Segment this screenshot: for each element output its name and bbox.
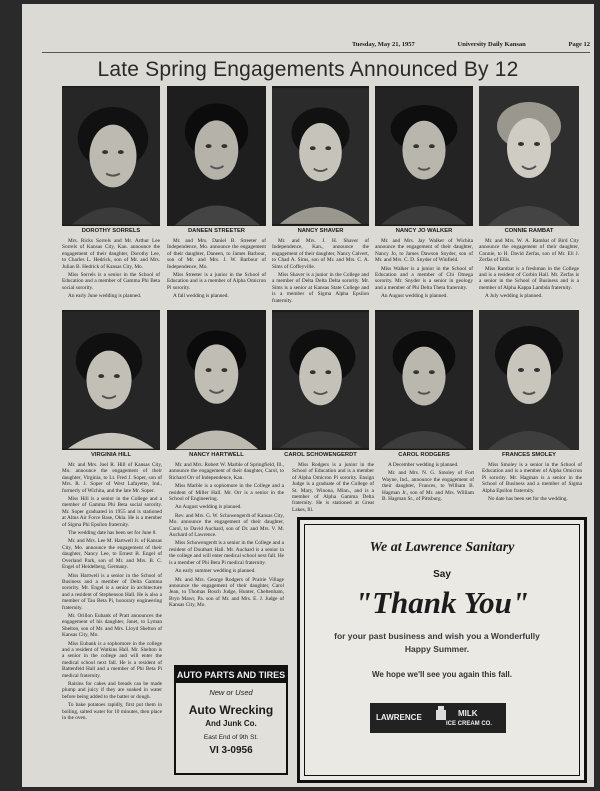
ad-sub: New or Used bbox=[209, 688, 253, 697]
caption-name: FRANCES SMOLEY bbox=[501, 452, 557, 458]
logo-left: LAWRENCE bbox=[376, 713, 422, 722]
portrait-photo bbox=[479, 86, 579, 226]
portrait-photo bbox=[375, 310, 473, 450]
announcement-text: Mr. and Mrs. Robert W. Marble of Springfield, Ill., announce the engagement of their daughter, Carol, to Richard Orr of Independence, Kan. Miss Marble is a sophomore in the College and a resident of Miller Hall. Mr. Orr is a senior in the School of Engineering. An August wedding is planned. Rev. and Mrs. G. W. Schowengerdt of Kansas City, Mo. announce the engagement of their daughter, Carol, to David Auchard, son of Dr. and Mrs. V. M. Auchard of Lawrence. Miss Schowengerdt is a senior in the College and a resident of Douthart Hall. Mr. Auchard is a senior in the college and will enter medical school next fall. He is a member of Phi Beta Pi medical fraternity. An early summer wedding is planned. Mr. and Mrs. George Rodgers of Prairie Village announce the engagement of their daughter, Carol Jean, to Thomas Bosch Judge, Hunter, Cheltenham, Bryn Mawr, Pa. son of Mr. and Mrs. E. J. Judge of Kansas City, Mo. bbox=[169, 462, 284, 609]
ad-name1: Auto Wrecking bbox=[188, 703, 274, 717]
masthead bbox=[352, 41, 590, 51]
announcement-text: Miss Smoley is a senior in the School of Education and is a member of Alpha Omicron Pi sorority. Mr. Hagman is a senior in the School of Business and a member of Sigma Alpha Epsilon fraternity. No date has been set for the wedding. bbox=[482, 462, 582, 503]
ad-phone: VI 3-0956 bbox=[209, 745, 253, 756]
caption-name: CAROL SCHOWENGERDT bbox=[284, 452, 357, 458]
caption-name: CONNIE RAMBAT bbox=[504, 228, 554, 234]
portrait-photo bbox=[62, 86, 160, 226]
portrait-photo bbox=[375, 86, 473, 226]
announcement-text: Mr. and Mrs. W. A. Rambat of Bird City announce the engagement of their daughter, Connie, to H. David Zerfas, son of Mr. Eli J. Zerfas of Ellis. Miss Rambat is a freshman in the College and is a resident of Corbin Hall. Mr. Zerfas is a senior in the School of Business and is a member of Alpha Kappa Lambda fraternity. A July wedding is planned. bbox=[479, 238, 579, 300]
portrait-photo bbox=[62, 310, 160, 450]
announcement-text: A December wedding is planned. Mr. and Mrs. N. G. Smoley of Fort Wayne, Ind., announce the engagement of their daughter, Frances, to William B. Hagman Jr., son of Mr. and Mrs. William B. Hagman Sr., of Pittsburg. bbox=[382, 462, 474, 503]
caption-name: DOROTHY SORRELS bbox=[81, 228, 141, 234]
ad-name2: And Junk Co. bbox=[205, 719, 257, 728]
masthead-page: Page 12 bbox=[568, 41, 590, 48]
newspaper-page bbox=[22, 4, 594, 787]
logo-right: ICE CREAM CO. bbox=[446, 721, 493, 727]
ad-line1: We at Lawrence Sanitary bbox=[369, 540, 515, 555]
ad-line5: We hope we'll see you again this fall. bbox=[371, 670, 512, 679]
portrait-photo bbox=[272, 310, 369, 450]
portrait-photo bbox=[479, 310, 579, 450]
announcement-text: Miss Rodgers is a junior in the School of Education and is a member of Alpha Omicron Pi sorority. Ensign Judge is a graduate of the College of St. Mary, Winona, Minn., and is a member of Alpha Gamma Delta fraternity. He is stationed at Great Lakes, Ill. bbox=[292, 462, 374, 513]
ad-line4: for your past business and wish you a Wonderfully Happy Summer. bbox=[334, 631, 540, 654]
announcement-text: Mr. and Mrs. Jay Walker of Wichita announce the engagement of their daughter, Nancy Jo, to James Dawson Snyder, son of Mr. and Mrs. C. D. Snyder of Winfield. Miss Walker is a junior in the School of Education and a member of Chi Omega sorority. Mr. Snyder is a senior in geology and a member of Phi Delta Theta fraternity. An August wedding is planned. bbox=[375, 238, 473, 300]
masthead-date: Tuesday, May 21, 1957 bbox=[352, 41, 415, 48]
dairy-logo bbox=[370, 703, 506, 733]
caption-name: NANCY JO WALKER bbox=[395, 228, 453, 234]
caption-name: CAROL RODGERS bbox=[398, 452, 450, 458]
announcement-text: Mrs. Ricks Sorrels and Mr. Arthur Lee Sorrels of Kansas City, Kan. announce the engagement of their daughter, Dorothy Lee, to Charles L. Hedrick, son of Mr. and Mrs. Julian B. Hedrick of Kansas City, Mo. Miss Sorrels is a senior in the School of Education and a member of Gamma Phi Beta social sorority. An early June wedding is planned. bbox=[62, 238, 160, 300]
portrait-photo bbox=[167, 310, 266, 450]
logo-mid: MILK bbox=[458, 709, 478, 718]
masthead-paper: University Daily Kansan bbox=[457, 41, 526, 48]
announcement-text: Mr. and Mrs. Daniel B. Streeter of Independence, Mo. announce the engagement of their daughter, Daneen, to James Barbour, son of Mr. and Mrs. J. W. Barbour of Independence, Mo. Miss Streeter is a junior in the School of Education and is a member of Alpha Omicron Pi sorority. A fall wedding is planned. bbox=[167, 238, 266, 300]
auto-parts-ad bbox=[174, 665, 288, 775]
announcement-text: Mr. and Mrs. J. H. Shaver of Independence, Kan., announce the engagement of their daughter, Nancy Calvert, to Chad A. Sims, son of Mr. and Mrs. C. A. Sims of Coffeyville. Miss Shaver is a junior in the College and a member of Delta Delta Delta sorority. Mr. Sims is a senior at Kansas State College and is a member of Sigma Alpha Epsilon fraternity. bbox=[272, 238, 369, 304]
ad-line2: Say bbox=[433, 569, 451, 580]
portrait-photo bbox=[272, 86, 369, 226]
caption-name: NANCY SHAVER bbox=[297, 228, 344, 234]
masthead-rule bbox=[42, 52, 590, 53]
caption-name: DANEEN STREETER bbox=[187, 228, 245, 234]
announcement-text: Mr. and Mrs. Joel R. Hill of Kansas City, Mo. announce the engagement of their daughter, Virginia, to Lt. Fred J. Soper, son of Mrs. R. J. Soper of West Lafayette, Ind., formerly of Wichita, and the late Mr. Soper. Miss Hill is a senior in the College and a member of Gamma Phi Beta social sorority. Mr. Soper graduated in 1955 and is stationed at Altus Air Force Base, Okla. He is a member of Sigma Phi Epsilon fraternity. The wedding date has been set for June 8. Mr. and Mrs. Lee M. Hartwell Jr. of Kansas City, Mo. announce the engagement of their daughter, Nancy Lee, to Ernest B. Engel of Overland Park, son of Mr. and Mrs. B. C. Engel of Heidelberg, Germany. Miss Hartwell is a senior in the School of Business and a member of Delta Gamma sorority. Mr. Engel is a senior in architecture and a resident of Stephenson Hall. He is also a member of Tau Beta Pi, honorary engineering fraternity. Mr. Orillon Eubank of Pratt announces the engagement of his daughter, Janet, to Lyman Shelton, son of Mr. and Mrs. Lloyd Shelton of Kansas City, Mo. Miss Eubank is a sophomore in the college and a resident of Watkins Hall. Mr. Shelton is a senior in the college and will enter the medical school next fall. He is a resident of Battenfeld Hall and a member of Phi Beta Pi medical fraternity. Raisins for cakes and breads can be made plump and juicy if they are soaked in water before being added to the batter or dough. To bake potatoes rapidly, first put them in boiling, salted water for 10 minutes, then place in the oven. bbox=[62, 462, 162, 722]
lawrence-sanitary-ad bbox=[297, 517, 587, 783]
ad-thank-you: "Thank You" bbox=[354, 585, 530, 620]
milk-bottle-icon bbox=[430, 705, 452, 721]
ad-address: East End of 9th St. bbox=[203, 734, 259, 741]
headline: Late Spring Engagements Announced By 12 bbox=[97, 58, 519, 81]
caption-name: NANCY HARTWELL bbox=[189, 452, 244, 458]
portrait-photo bbox=[167, 86, 266, 226]
ad-title: AUTO PARTS AND TIRES bbox=[176, 667, 286, 683]
caption-name: VIRGINIA HILL bbox=[90, 452, 132, 458]
